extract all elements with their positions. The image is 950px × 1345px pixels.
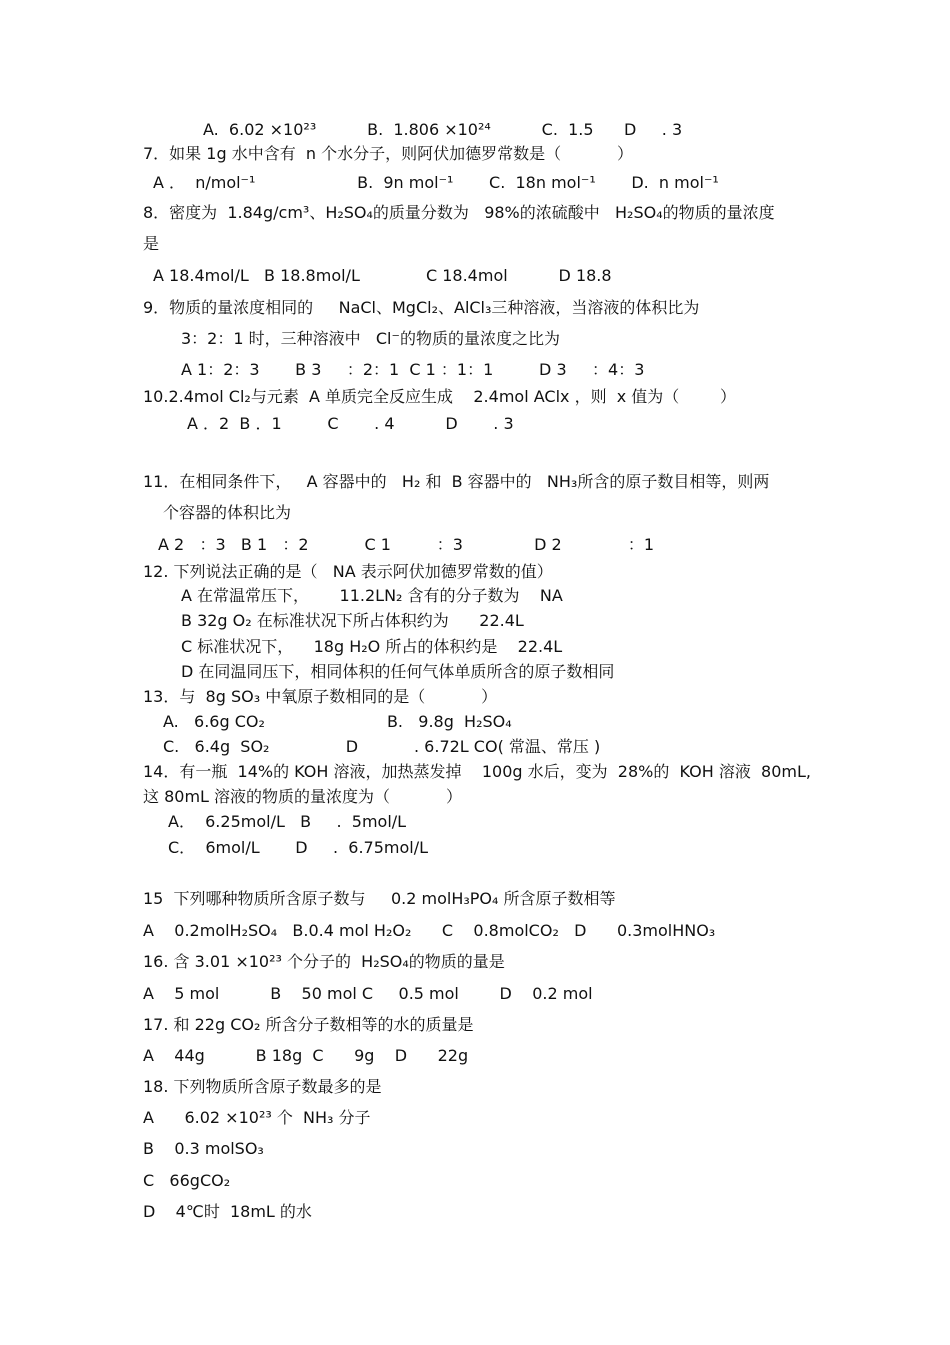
text-line: A． 6.25mol/L B . 5mol/L xyxy=(168,812,407,831)
text-line: 9．物质的量浓度相同的 NaCl、MgCl₂、AlCl₃三种溶液，当溶液的体积比为 xyxy=(143,298,700,317)
text-line: 个容器的体积比为 xyxy=(163,503,292,522)
text-line: D 在同温同压下，相同体积的任何气体单质所含的原子数相同 xyxy=(181,662,615,681)
text-line: A. 6.02 ×10²³ B. 1.806 ×10²⁴ C. 1.5 D . 3 xyxy=(203,120,683,139)
text-line: 17. 和 22g CO₂ 所含分子数相等的水的质量是 xyxy=(143,1015,474,1034)
text-line: C． 6mol/L D . 6.75mol/L xyxy=(168,838,429,857)
text-line: A 44g B 18g C 9g D 22g xyxy=(143,1046,469,1065)
text-line: 16. 含 3.01 ×10²³ 个分子的 H₂SO₄的物质的量是 xyxy=(143,952,505,971)
text-line: 7．如果 1g 水中含有 n 个水分子，则阿伏加德罗常数是（ ） xyxy=(143,144,634,163)
text-line: 这 80mL 溶液的物质的量浓度为（ ） xyxy=(143,787,462,806)
text-line: 13．与 8g SO₃ 中氧原子数相同的是（ ） xyxy=(143,687,498,706)
text-line: C. 6.4g SO₂ D . 6.72L CO( 常温、常压 ) xyxy=(163,737,601,756)
text-line: 10.2.4mol Cl₂与元素 A 单质完全反应生成 2.4mol AClx ，则 x 值为（ ） xyxy=(143,387,736,406)
text-line: A ．2 B ．1 C . 4 D . 3 xyxy=(187,414,514,433)
text-line: 14．有一瓶 14%的 KOH 溶液，加热蒸发掉 100g 水后，变为 28%的 KOH 溶液 80mL, xyxy=(143,762,811,781)
text-line: 18. 下列物质所含原子数最多的是 xyxy=(143,1077,382,1096)
text-line: 15 下列哪种物质所含原子数与 0.2 molH₃PO₄ 所含原子数相等 xyxy=(143,889,616,908)
text-line: A 18.4mol/L B 18.8mol/L C 18.4mol D 18.8 xyxy=(153,266,612,285)
text-line: A 在常温常压下， 11.2LN₂ 含有的分子数为 NA xyxy=(181,586,563,605)
text-line: C 66gCO₂ xyxy=(143,1171,231,1190)
text-line: 3：2：1 时，三种溶液中 Cl⁻的物质的量浓度之比为 xyxy=(181,329,560,348)
text-line: A 0.2molH₂SO₄ B.0.4 mol H₂O₂ C 0.8molCO₂ D 0.3molHNO₃ xyxy=(143,921,716,940)
text-line: 是 xyxy=(143,234,160,253)
text-line: 8．密度为 1.84g/cm³、H₂SO₄的质量分数为 98%的浓硫酸中 H₂SO₄的物质的量浓度 xyxy=(143,203,775,222)
text-line: A 5 mol B 50 mol C 0.5 mol D 0.2 mol xyxy=(143,984,593,1003)
text-line: A. 6.6g CO₂ B. 9.8g H₂SO₄ xyxy=(163,712,512,731)
text-line: B 32g O₂ 在标准状况下所占体积约为 22.4L xyxy=(181,611,524,630)
text-line: A 6.02 ×10²³ 个 NH₃ 分子 xyxy=(143,1108,371,1127)
text-line: D 4℃时 18mL 的水 xyxy=(143,1202,312,1221)
text-line: B 0.3 molSO₃ xyxy=(143,1139,264,1158)
text-line: 11．在相同条件下， A 容器中的 H₂ 和 B 容器中的 NH₃所含的原子数目相等，则两 xyxy=(143,472,770,491)
text-line: 12. 下列说法正确的是（ NA 表示阿伏加德罗常数的值） xyxy=(143,562,553,581)
text-line: C 标准状况下， 18g H₂O 所占的体积约是 22.4L xyxy=(181,637,563,656)
text-line: A ． n/mol⁻¹ B. 9n mol⁻¹ C. 18n mol⁻¹ D. n mol⁻¹ xyxy=(153,173,719,192)
text-line: A 1：2：3 B 3 ：2：1 C 1 ：1：1 D 3 ：4：3 xyxy=(181,360,645,379)
text-line: A 2 ：3 B 1 ：2 C 1 ：3 D 2 ：1 xyxy=(158,535,655,554)
